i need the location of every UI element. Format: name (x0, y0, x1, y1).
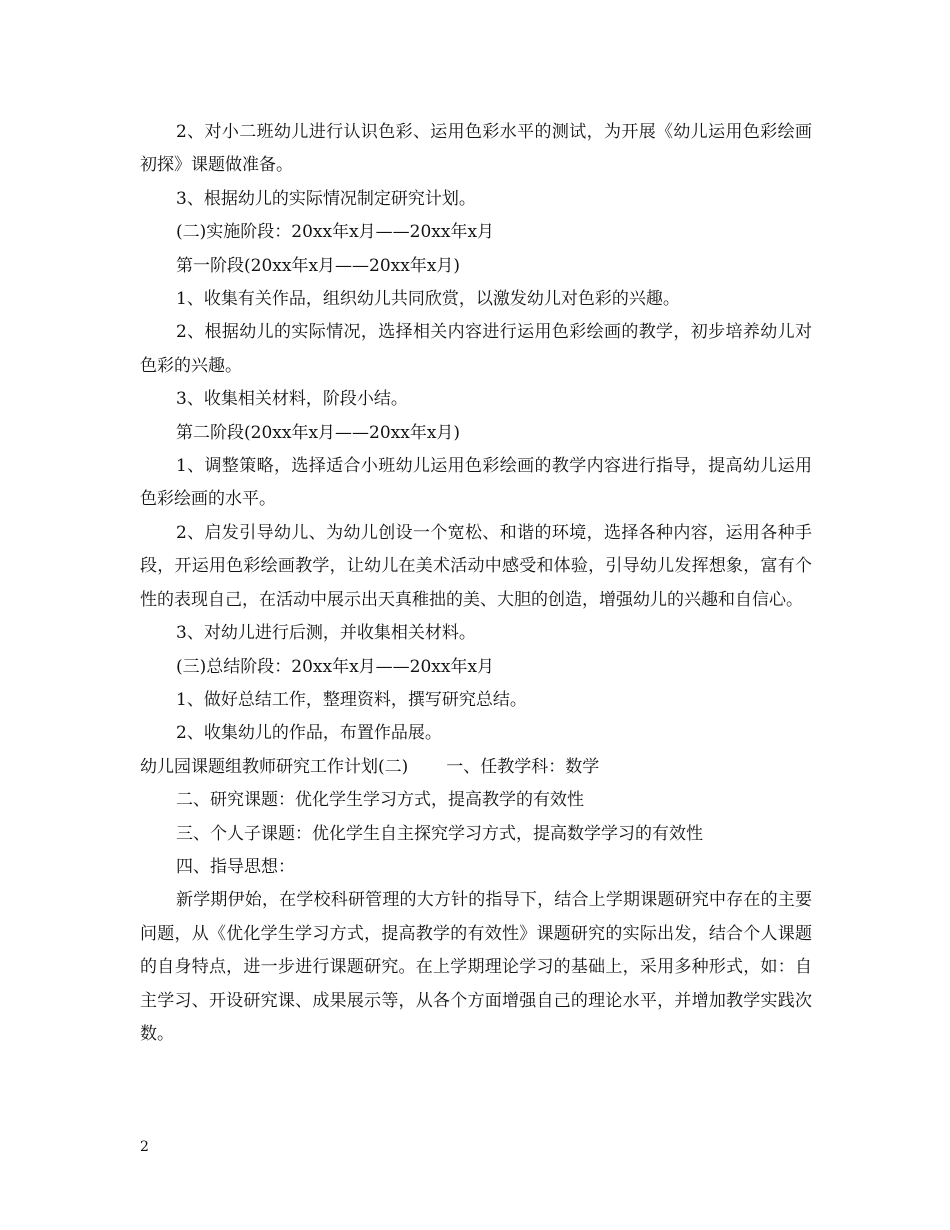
section-heading: (三)总结阶段：20xx年x月——20xx年x月 (176, 656, 495, 677)
paragraph: 2、根据幼儿的实际情况，选择相关内容进行运用色彩绘画的教学，初步培养幼儿对色彩的兴趣。 (140, 322, 812, 376)
subject-line: 一、任教学科：数学 (446, 756, 600, 777)
section-heading: (二)实施阶段：20xx年x月——20xx年x月 (176, 222, 495, 243)
page-number: 2 (140, 1139, 149, 1155)
paragraph: 1、调整策略，选择适合小班幼儿运用色彩绘画的教学内容进行指导，提高幼儿运用色彩绘画的水平。 (140, 456, 812, 510)
paragraph: 3、根据幼儿的实际情况制定研究计划。 (176, 188, 476, 209)
stage-heading: 第一阶段(20xx年x月——20xx年x月) (176, 255, 461, 276)
plan-title-line (140, 751, 812, 784)
paragraph: 新学期伊始，在学校科研管理的大方针的指导下，结合上学期课题研究中存在的主要问题，从《优化学生学习方式，提高教学的有效性》课题研究的实际出发，结合个人课题的自身特点，进一步进行课题研究。在上学期理论学习的基础上，采用多种形式，如：自主学习、开设研究课、成果展示等，从各个方面增强自己的理论水平，并增加教学实践次数。 (140, 890, 812, 1044)
section-heading: 四、指导思想： (176, 856, 295, 877)
paragraph: 1、做好总结工作，整理资料，撰写研究总结。 (176, 689, 527, 710)
paragraph: 2、对小二班幼儿进行认识色彩、运用色彩水平的测试，为开展《幼儿运用色彩绘画初探》课题做准备。 (140, 122, 812, 176)
paragraph: 三、个人子课题：优化学生自主探究学习方式，提高数学学习的有效性 (176, 823, 703, 844)
paragraph: 3、对幼儿进行后测，并收集相关材料。 (176, 623, 476, 644)
paragraph: 1、收集有关作品，组织幼儿共同欣赏，以激发幼儿对色彩的兴趣。 (176, 289, 680, 310)
paragraph: 3、收集相关材料，阶段小结。 (176, 389, 408, 410)
paragraph: 二、研究课题：优化学生学习方式，提高教学的有效性 (176, 790, 584, 811)
paragraph: 2、收集幼儿的作品，布置作品展。 (176, 723, 442, 744)
document-body (140, 116, 812, 1051)
plan-title: 幼儿园课题组教师研究工作计划(二) (140, 756, 409, 777)
paragraph: 2、启发引导幼儿、为幼儿创设一个宽松、和谐的环境，选择各种内容，运用各种手段，开运用色彩绘画教学，让幼儿在美术活动中感受和体验，引导幼儿发挥想象，富有个性的表现自己，在活动中展示出天真稚拙的美、大胆的创造，增强幼儿的兴趣和自信心。 (140, 522, 812, 610)
stage-heading: 第二阶段(20xx年x月——20xx年x月) (176, 422, 461, 443)
